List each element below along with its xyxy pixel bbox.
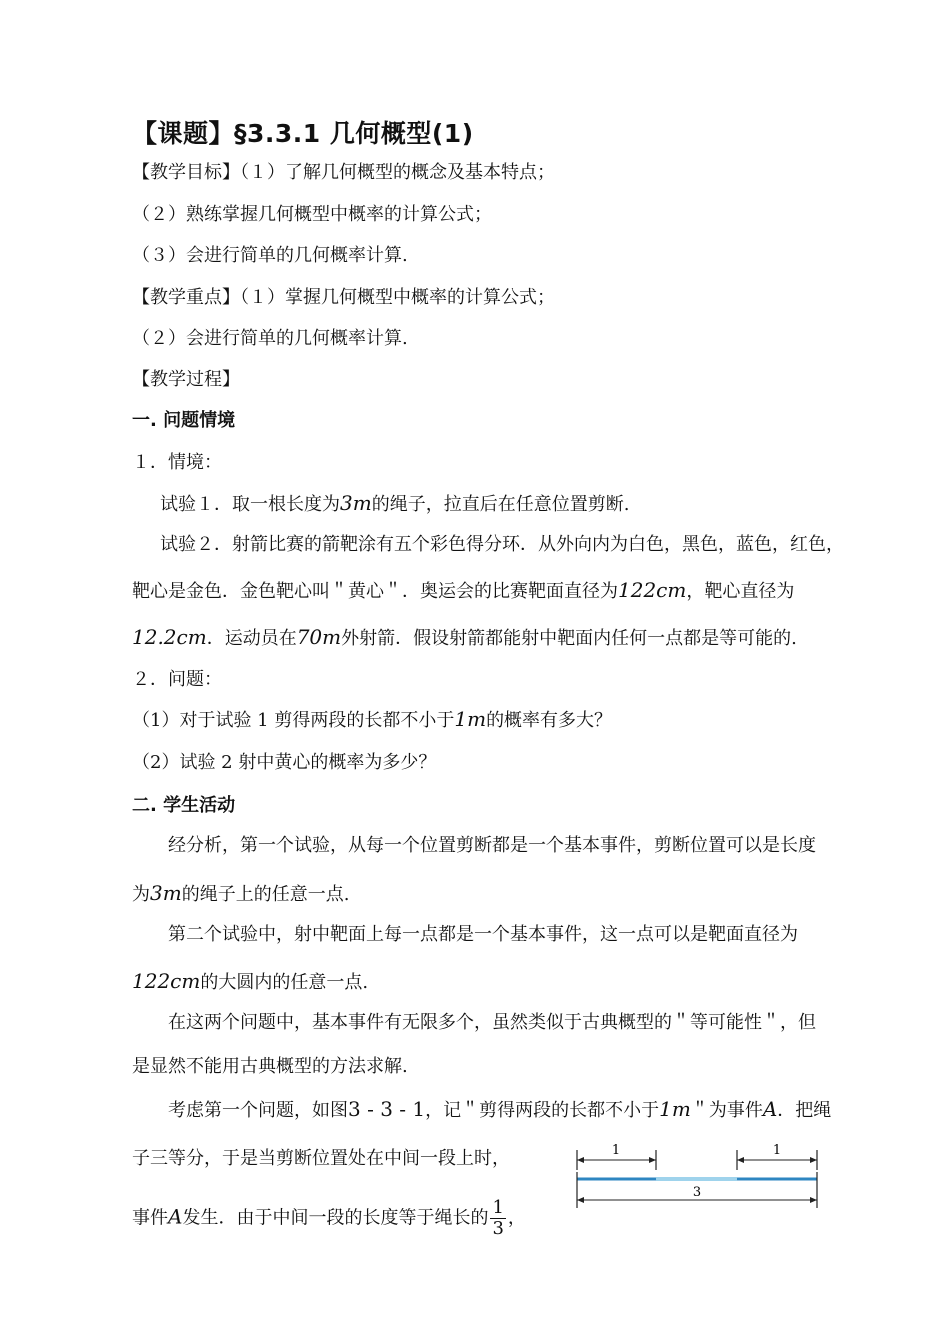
total-length-label: 3	[692, 1185, 702, 1200]
question-2: （2）试验 2 射中黄心的概率为多少？	[132, 752, 437, 773]
rope-diagram	[574, 1140, 820, 1214]
paragraph-2-line-2	[132, 968, 368, 996]
arrow-total-start	[577, 1197, 584, 1203]
math: 3m	[150, 881, 182, 905]
text: 靶心是金色．金色靶心叫＂黄心＂．奥运会的比赛靶面直径为	[132, 581, 618, 602]
text: 发生．由于中间一段的长度等于绳长的	[182, 1207, 489, 1229]
objectives-line-3: （３）会进行简单的几何概率计算.	[132, 245, 408, 266]
arrow-total-end	[810, 1197, 817, 1203]
experiment-2-line-3	[132, 624, 797, 652]
text: （1）对于试验 1 剪得两段的长都不小于	[132, 710, 455, 731]
arrow-left-start	[577, 1157, 584, 1163]
paragraph-1-line-2	[132, 880, 349, 908]
math: 122cm	[618, 578, 687, 602]
arrow-right-end	[810, 1157, 817, 1163]
text: ．运动员在	[206, 628, 297, 649]
left-segment-label: 1	[611, 1143, 621, 1158]
objectives-line-1: 【教学目标】（１）了解几何概型的概念及基本特点；	[132, 162, 555, 183]
paragraph-4-line-3	[132, 1198, 526, 1239]
text: ，	[507, 1207, 526, 1229]
objectives-line-2: （２）熟练掌握几何概型中概率的计算公式；	[132, 204, 492, 225]
section-2-heading: 二. 学生活动	[132, 795, 236, 816]
text: 为	[132, 884, 150, 905]
paragraph-3-line-1: 在这两个问题中，基本事件有无限多个，虽然类似于古典概型的＂等可能性＂，但	[168, 1012, 816, 1033]
arrow-left-end	[649, 1157, 656, 1163]
right-segment-label: 1	[772, 1143, 782, 1158]
text: 考虑第一个问题，如图	[168, 1100, 348, 1121]
text: ＂为事件	[690, 1100, 763, 1121]
paragraph-3-line-2: 是显然不能用古典概型的方法求解.	[132, 1056, 408, 1077]
math: A	[762, 1097, 778, 1121]
text: ，靶心直径为	[686, 581, 795, 602]
text: 事件	[132, 1207, 168, 1229]
experiment-1	[160, 490, 629, 518]
problem-label: ２．问题：	[132, 669, 222, 690]
section-1-heading: 一. 问题情境	[132, 410, 236, 431]
math: 122cm	[132, 969, 201, 993]
math: 12.2cm	[132, 625, 207, 649]
paragraph-1-line-1: 经分析，第一个试验，从每一个位置剪断都是一个基本事件，剪断位置可以是长度	[168, 835, 816, 856]
text: ，记＂剪得两段的长都不小于	[425, 1100, 660, 1121]
text: 的绳子，拉直后在任意位置剪断.	[371, 494, 630, 515]
page-title: 【课题】§3.3.1 几何概型(1)	[132, 119, 474, 148]
experiment-2-line-2	[132, 577, 794, 605]
math: 3m	[340, 491, 372, 515]
text: 的概率有多大？	[486, 710, 613, 731]
question-1	[132, 706, 612, 734]
math: A	[168, 1204, 183, 1229]
paragraph-2-line-1: 第二个试验中，射中靶面上每一点都是一个基本事件，这一点可以是靶面直径为	[168, 924, 798, 945]
text: ．把绳	[777, 1100, 832, 1121]
text: 外射箭．假设射箭都能射中靶面内任何一点都是等可能的.	[341, 628, 797, 649]
keypoints-line-1: 【教学重点】（１）掌握几何概型中概率的计算公式；	[132, 287, 555, 308]
text: 的大圆内的任意一点.	[200, 972, 369, 993]
experiment-2-line-1: 试验２．射箭比赛的箭靶涂有五个彩色得分环．从外向内为白色，黑色，蓝色，红色，	[160, 534, 844, 555]
fraction-denominator: 3	[492, 1218, 504, 1239]
math: 1m	[454, 707, 487, 731]
situation-label: １．情境：	[132, 452, 222, 473]
process-heading: 【教学过程】	[132, 369, 240, 390]
text: 的绳子上的任意一点.	[181, 884, 350, 905]
paragraph-4-line-1	[168, 1096, 831, 1124]
text: 试验１．取一根长度为	[160, 494, 340, 515]
math: 70m	[296, 625, 342, 649]
fraction	[490, 1198, 505, 1239]
fraction-numerator: 1	[492, 1197, 504, 1218]
figure-ref: 3 - 3 - 1	[348, 1097, 426, 1121]
math: 1m	[659, 1097, 691, 1121]
keypoints-line-2: （２）会进行简单的几何概率计算.	[132, 328, 408, 349]
arrow-right-start	[737, 1157, 744, 1163]
paragraph-4-line-2: 子三等分，于是当剪断位置处在中间一段上时，	[132, 1148, 510, 1169]
